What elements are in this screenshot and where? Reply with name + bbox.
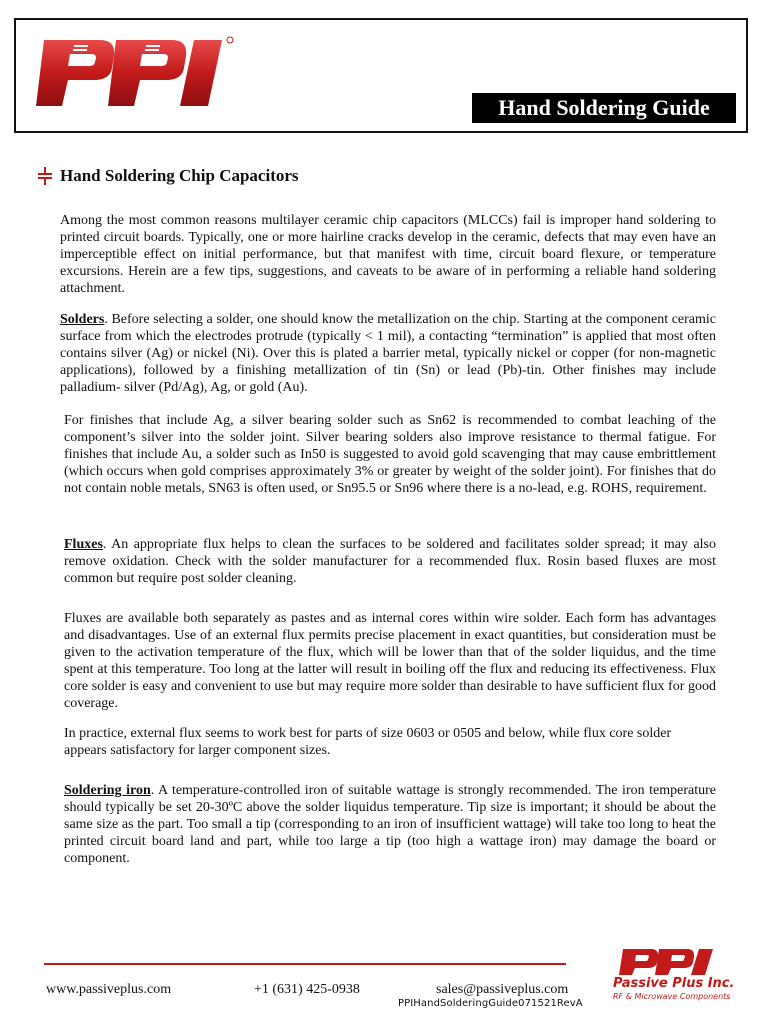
footer-divider — [44, 963, 566, 965]
footer-phone: +1 (631) 425-0938 — [254, 982, 360, 997]
footer-email-link[interactable]: sales@passiveplus.com — [436, 982, 569, 997]
header-box — [14, 18, 748, 133]
section-heading — [36, 164, 299, 188]
page-title: Hand Soldering Guide — [472, 93, 736, 123]
finishes-paragraph: For finishes that include Ag, a silver bearing solder such as Sn62 is recommended to combat leaching of the component’s silver into the solder joint. Silver bearing solders also improve resistance to thermal fatigue. For finishes that include Au, a solder such as In50 is suggested to avoid gold scavenging that may cause embrittlement (which occurs when gold comprises approximately 3% or greater by weight of the solder joint). For finishes that do not contain noble metals, SN63 is often used, or Sn95.5 or Sn96 where there is a no-lead, e.g. ROHS, requirement. — [64, 413, 716, 496]
flux-forms-paragraph: Fluxes are available both separately as pastes and as internal cores within wire solder. Each form has advantages and disadvantages. Use of an external flux permits precise placement in exact quantities, but consideration must be given to the activation temperature of the flux, which will be lower than that of the solder liquidus, and the time spent at this temperature. Too long at the latter will result in boiling off the flux and reducing its effectiveness. Flux core solder is easy and convenient to use but may require more solder than desirable to have sufficient flux for good coverage. — [64, 611, 716, 711]
document-code: PPIHandSolderingGuide071521RevA — [398, 998, 583, 1009]
company-name: Passive Plus Inc. — [613, 976, 735, 991]
fluxes-text: . An appropriate flux helps to clean the surfaces to be soldered and facilitates solder spread; it may also remove oxidation. Check with the solder manufacturer for a recommended flux. Rosin based fluxes are most common but require post solder cleaning. — [64, 537, 716, 586]
fluxes-paragraph — [64, 536, 716, 587]
solders-heading: Solders — [60, 312, 105, 327]
intro-paragraph: Among the most common reasons multilayer ceramic chip capacitors (MLCCs) fail is improper hand soldering to printed circuit boards. Typically, one or more hairline cracks develop in the ceramic, defects that may even have an imperceptible effect on initial performance, but that manifest with time, circuit board flexure, or temperature excursions. Herein are a few tips, suggestions, and caveats to be aware of in performing a reliable hand soldering attachment. — [60, 213, 716, 296]
solders-paragraph — [60, 311, 716, 396]
capacitor-icon — [36, 165, 54, 187]
passive-plus-logo — [605, 946, 755, 1006]
soldering-iron-paragraph — [64, 782, 716, 867]
fluxes-heading: Fluxes — [64, 537, 103, 552]
footer-website-link[interactable]: www.passiveplus.com — [46, 982, 172, 997]
practice-paragraph: In practice, external flux seems to work best for parts of size 0603 or 0505 and below, while flux core solder appears satisfactory for larger component sizes. — [64, 726, 672, 758]
soldering-iron-heading: Soldering iron — [64, 783, 151, 798]
section-title: Hand Soldering Chip Capacitors — [60, 166, 299, 185]
solders-text: . Before selecting a solder, one should know the metallization on the chip. Starting at the component ceramic surface from which the electrodes protrude (typically < 1 mil), a contacting “termination” is applied that most often contains silver (Ag) or nickel (Ni). Over this is plated a barrier metal, typically nickel or copper (for non-magnetic applications), followed by a finishing metallization of tin (Sn) or lead (Pb)-tin. Other finishes may include palladium- silver (Pd/Ag), Ag, or gold (Au). — [60, 312, 716, 395]
ppi-logo — [30, 34, 240, 110]
company-tagline: RF & Microwave Components — [613, 992, 731, 1001]
ppi-small-logo-mark — [615, 946, 735, 976]
soldering-iron-text: . A temperature-controlled iron of suitable wattage is strongly recommended. The iron temperature should typically be set 20-30ºC above the solder liquidus temperature. Tip size is important; it should be about the same size as the part. Too small a tip (corresponding to an iron of insufficient wattage) will take too long to heat the printed circuit board land and part, while too large a tip (too high a wattage iron) may damage the board or component. — [64, 783, 717, 866]
